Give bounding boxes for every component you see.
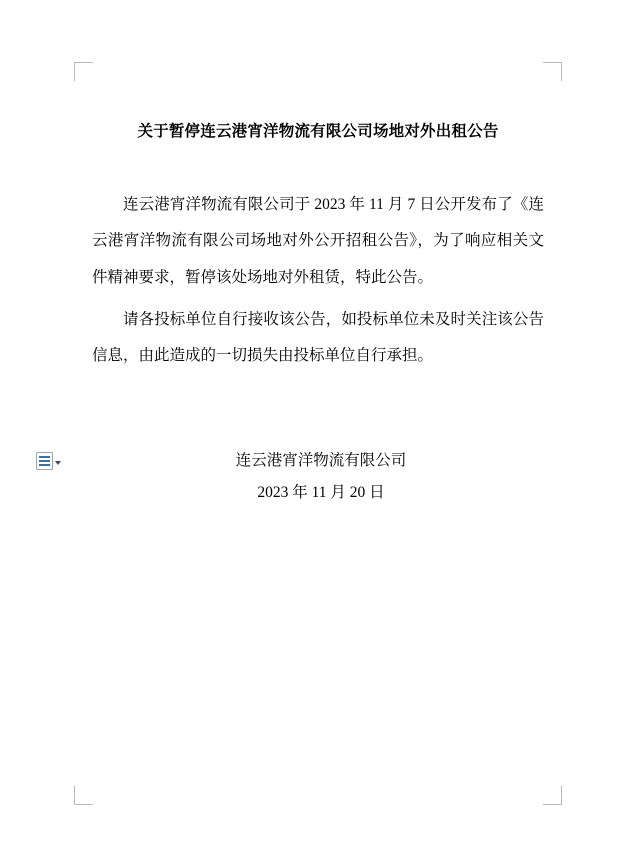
document-title: 关于暂停连云港宵洋物流有限公司场地对外出租公告	[137, 123, 499, 140]
document-body	[92, 96, 544, 510]
paste-clipboard-icon[interactable]	[36, 452, 53, 470]
crop-mark-top-left	[74, 62, 93, 81]
crop-mark-bottom-left	[74, 786, 93, 805]
document-paragraph-2: 请各投标单位自行接收该公告，如投标单位未及时关注该公告信息，由此造成的一切损失由投标单位自行承担。	[92, 311, 544, 365]
crop-mark-top-right	[543, 62, 562, 81]
signature-company: 连云港宵洋物流有限公司	[235, 451, 407, 469]
crop-mark-bottom-right	[543, 786, 562, 805]
document-signature-block	[92, 445, 544, 510]
signature-date: 2023 年 11 月 20 日	[257, 484, 385, 502]
chevron-down-icon[interactable]	[55, 461, 61, 465]
document-paragraph-1: 连云港宵洋物流有限公司于 2023 年 11 月 7 日公开发布了《连云港宵洋物流有限公司场地对外公开招租公告》，为了响应相关文件精神要求，暂停该处场地对外租赁，特此公告。	[92, 195, 544, 286]
paste-options-button[interactable]	[36, 452, 61, 470]
